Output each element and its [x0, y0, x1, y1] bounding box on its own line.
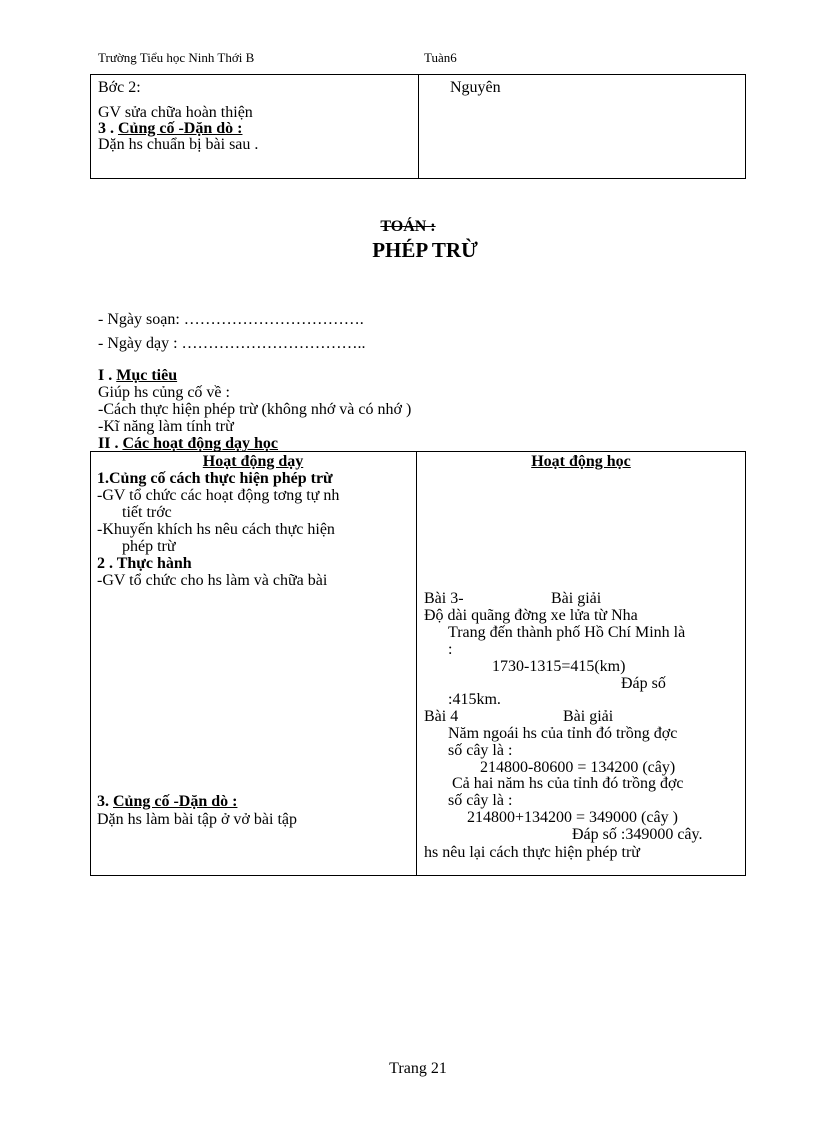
activities-num: II .	[98, 435, 119, 452]
b4-line: Cả hai năm hs của tỉnh đó trồng đợc	[452, 775, 684, 792]
school-name: Trường Tiểu học Ninh Thới B	[98, 50, 255, 65]
lesson-title: PHÉP TRỪ	[372, 238, 478, 262]
student-end-line: hs nêu lại cách thực hiện phép trừ	[424, 844, 640, 861]
b4-answer: Đáp số :349000 cây.	[572, 826, 703, 843]
b4-line: Năm ngoái hs của tỉnh đó trồng đợc	[448, 725, 678, 742]
section-title: Củng cố -Dặn dò :	[118, 120, 243, 137]
section-number: 3 .	[98, 120, 114, 137]
activities-table-divider	[416, 451, 417, 876]
page-number: Trang 21	[389, 1060, 447, 1077]
b4-line: số cây là :	[448, 742, 513, 759]
b3-line: :	[448, 641, 453, 658]
objectives-num: I .	[98, 367, 113, 384]
b4-line: số cây là :	[448, 792, 513, 809]
teach-date: - Ngày dạy : ……………………………..	[98, 335, 366, 352]
b3-line: Độ dài quãng đờng xe lửa từ Nha	[424, 607, 638, 624]
top-left-line1: Bớc 2:	[98, 79, 141, 96]
objectives-title: Mục tiêu	[116, 367, 178, 384]
top-right-line1: Nguyên	[450, 79, 501, 96]
teacher-s3-line: Dặn hs làm bài tập ở vở bài tập	[97, 811, 297, 828]
b4-label: Bài 4	[424, 708, 459, 725]
teacher-column-header: Hoạt động dạy	[202, 453, 304, 470]
teacher-s1-title: 1.Củng cố cách thực hiện phép trừ	[97, 470, 333, 487]
teacher-s1-line: -Khuyến khích hs nêu cách thực hiện	[97, 521, 335, 538]
teacher-s3-num: 3.	[97, 793, 109, 810]
teacher-s3-title	[97, 794, 237, 810]
top-left-section	[98, 121, 242, 137]
teacher-s2-title: 2 . Thực hành	[97, 555, 192, 572]
b4-title: Bài giải	[563, 708, 614, 725]
b3-answer: :415km.	[448, 691, 501, 708]
week-label: Tuàn6	[424, 50, 457, 65]
b4-calc: 214800+134200 = 349000 (cây )	[467, 809, 678, 826]
subject-label: TOÁN :	[380, 218, 436, 235]
teacher-s1-line: -GV tổ chức các hoạt động tơng tự nh	[97, 487, 340, 504]
teacher-s2-line: -GV tổ chức cho hs làm và chữa bài	[97, 572, 328, 589]
top-table-divider	[418, 74, 419, 179]
activities-heading	[98, 436, 278, 452]
student-column-header: Hoạt động học	[531, 453, 631, 470]
b3-title: Bài giải	[551, 590, 602, 607]
b3-label: Bài 3-	[424, 590, 464, 607]
teacher-s3-heading: Củng cố -Dặn dò :	[113, 793, 238, 810]
top-left-line4: Dặn hs chuẩn bị bài sau .	[98, 136, 259, 153]
b4-calc: 214800-80600 = 134200 (cây)	[480, 759, 676, 776]
teacher-s1-line: phép trừ	[122, 538, 176, 555]
b3-answer: Đáp số	[621, 675, 666, 692]
objectives-intro: Giúp hs củng cố về :	[98, 384, 230, 401]
prep-date: - Ngày soạn: …………………………….	[98, 311, 364, 328]
objectives-heading	[98, 368, 177, 384]
objective-item: -Cách thực hiện phép trừ (không nhớ và có nhớ )	[98, 401, 412, 418]
activities-title: Các hoạt động dạy học	[122, 435, 279, 452]
b3-calc: 1730-1315=415(km)	[492, 658, 626, 675]
top-left-line2: GV sửa chữa hoàn thiện	[98, 104, 253, 121]
teacher-s1-line: tiết trớc	[122, 504, 172, 521]
b3-line: Trang đến thành phố Hồ Chí Minh là	[448, 624, 686, 641]
objective-item: -Kĩ năng làm tính trừ	[98, 418, 234, 435]
